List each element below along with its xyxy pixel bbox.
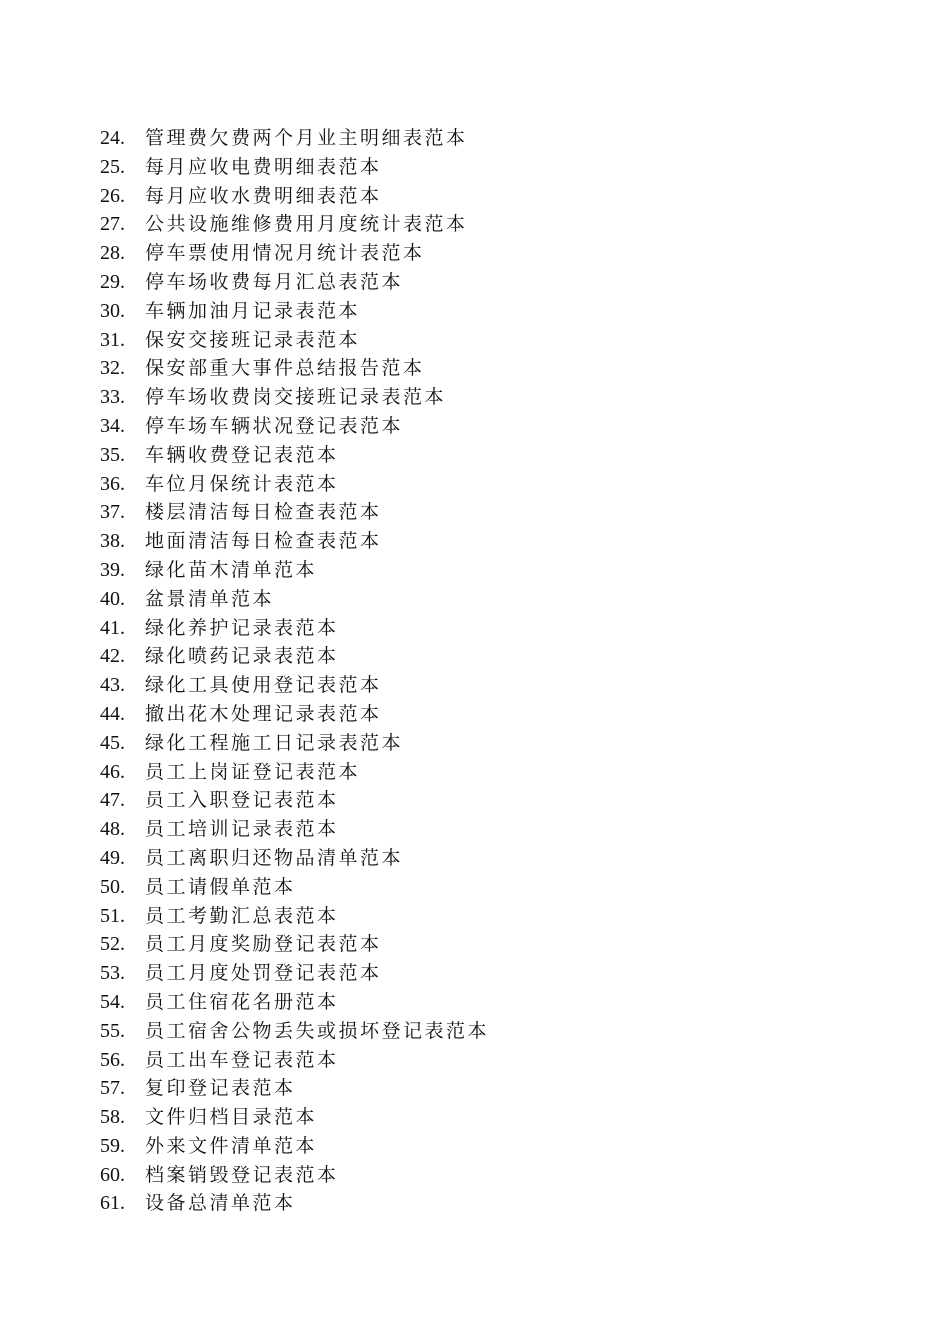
list-item-number: 48.	[100, 818, 125, 841]
list-item-title: 每月应收水费明细表范本	[145, 184, 382, 207]
list-item-title: 复印登记表范本	[145, 1077, 296, 1100]
list-item	[100, 326, 489, 355]
list-item-number: 58.	[100, 1106, 125, 1129]
list-item	[100, 1161, 489, 1190]
list-item-number: 43.	[100, 674, 125, 697]
list-item	[100, 153, 489, 182]
list-item-number: 27.	[100, 213, 125, 236]
list-item-number: 36.	[100, 472, 125, 495]
list-item-title: 员工上岗证登记表范本	[145, 760, 361, 783]
list-item-title: 楼层清洁每日检查表范本	[145, 501, 382, 524]
list-item	[100, 268, 489, 297]
list-item-title: 绿化工程施工日记录表范本	[145, 731, 404, 754]
list-item-title: 撤出花木处理记录表范本	[145, 702, 382, 725]
list-item-title: 车位月保统计表范本	[145, 472, 339, 495]
list-item-number: 37.	[100, 501, 125, 524]
list-item-number: 24.	[100, 127, 125, 149]
list-item-number: 32.	[100, 357, 125, 380]
list-item-title: 绿化苗木清单范本	[145, 558, 318, 581]
list-item-number: 41.	[100, 616, 125, 639]
list-item-number: 40.	[100, 587, 125, 610]
list-item-title: 地面清洁每日检查表范本	[145, 530, 382, 553]
list-item	[100, 1103, 489, 1132]
numbered-list	[100, 124, 489, 1218]
list-item	[100, 844, 489, 873]
list-item-title: 档案销毁登记表范本	[145, 1163, 339, 1186]
list-item	[100, 297, 489, 326]
list-item-title: 员工住宿花名册范本	[145, 990, 339, 1013]
list-item	[100, 902, 489, 931]
list-item	[100, 614, 489, 643]
list-item-number: 60.	[100, 1163, 125, 1186]
list-item-number: 49.	[100, 846, 125, 869]
list-item-title: 员工宿舍公物丢失或损坏登记表范本	[145, 1019, 490, 1042]
list-item-number: 25.	[100, 155, 125, 178]
list-item-number: 35.	[100, 443, 125, 466]
list-item	[100, 412, 489, 441]
list-item-number: 47.	[100, 789, 125, 812]
list-item-title: 停车场收费每月汇总表范本	[145, 270, 404, 293]
list-item-number: 54.	[100, 990, 125, 1013]
list-item-title: 设备总清单范本	[145, 1192, 296, 1215]
list-item-title: 盆景清单范本	[145, 587, 275, 610]
list-item-title: 管理费欠费两个月业主明细表范本	[145, 127, 468, 149]
list-item	[100, 758, 489, 787]
list-item-title: 公共设施维修费用月度统计表范本	[145, 213, 468, 236]
list-item	[100, 527, 489, 556]
list-item-number: 26.	[100, 184, 125, 207]
list-item-title: 员工离职归还物品清单范本	[145, 846, 404, 869]
list-item-number: 45.	[100, 731, 125, 754]
list-item-number: 57.	[100, 1077, 125, 1100]
list-item-number: 55.	[100, 1019, 125, 1042]
list-item-number: 30.	[100, 299, 125, 322]
list-item-number: 59.	[100, 1134, 125, 1157]
list-item	[100, 1046, 489, 1075]
list-item-title: 员工月度奖励登记表范本	[145, 933, 382, 956]
list-item-number: 50.	[100, 875, 125, 898]
list-item-number: 33.	[100, 386, 125, 409]
list-item	[100, 354, 489, 383]
list-item-number: 39.	[100, 558, 125, 581]
list-item	[100, 1017, 489, 1046]
list-item-title: 外来文件清单范本	[145, 1134, 318, 1157]
list-item	[100, 124, 489, 153]
list-item-title: 员工月度处罚登记表范本	[145, 962, 382, 985]
list-item-number: 28.	[100, 242, 125, 265]
list-item-number: 53.	[100, 962, 125, 985]
list-item-number: 56.	[100, 1048, 125, 1071]
list-item-title: 绿化工具使用登记表范本	[145, 674, 382, 697]
list-item-title: 停车场车辆状况登记表范本	[145, 414, 404, 437]
list-item	[100, 671, 489, 700]
list-item	[100, 1132, 489, 1161]
list-item	[100, 1189, 489, 1218]
list-item-number: 34.	[100, 414, 125, 437]
list-item	[100, 959, 489, 988]
list-item	[100, 182, 489, 211]
list-item-title: 每月应收电费明细表范本	[145, 155, 382, 178]
list-item-number: 46.	[100, 760, 125, 783]
list-item-title: 停车场收费岗交接班记录表范本	[145, 386, 447, 409]
list-item-title: 车辆收费登记表范本	[145, 443, 339, 466]
list-item	[100, 815, 489, 844]
list-item	[100, 729, 489, 758]
list-item	[100, 556, 489, 585]
list-item	[100, 383, 489, 412]
list-item	[100, 786, 489, 815]
list-item-title: 保安交接班记录表范本	[145, 328, 361, 351]
list-item-title: 员工请假单范本	[145, 875, 296, 898]
list-item	[100, 210, 489, 239]
list-item-title: 绿化养护记录表范本	[145, 616, 339, 639]
list-item-number: 42.	[100, 645, 125, 668]
list-item-title: 停车票使用情况月统计表范本	[145, 242, 425, 265]
list-item-number: 61.	[100, 1192, 125, 1215]
list-item-number: 31.	[100, 328, 125, 351]
list-item-number: 29.	[100, 270, 125, 293]
list-item	[100, 988, 489, 1017]
list-item	[100, 930, 489, 959]
list-item	[100, 498, 489, 527]
list-item-number: 51.	[100, 904, 125, 927]
list-item-title: 员工出车登记表范本	[145, 1048, 339, 1071]
list-item	[100, 642, 489, 671]
list-item	[100, 873, 489, 902]
list-item-number: 44.	[100, 702, 125, 725]
list-item-title: 员工考勤汇总表范本	[145, 904, 339, 927]
list-item-title: 绿化喷药记录表范本	[145, 645, 339, 668]
list-item	[100, 1074, 489, 1103]
list-item-title: 保安部重大事件总结报告范本	[145, 357, 425, 380]
list-item	[100, 441, 489, 470]
list-item-title: 员工入职登记表范本	[145, 789, 339, 812]
list-item-title: 文件归档目录范本	[145, 1106, 318, 1129]
list-item	[100, 585, 489, 614]
list-item-number: 38.	[100, 530, 125, 553]
list-item	[100, 470, 489, 499]
list-item-title: 员工培训记录表范本	[145, 818, 339, 841]
list-item	[100, 239, 489, 268]
list-item-number: 52.	[100, 933, 125, 956]
list-item	[100, 700, 489, 729]
list-item-title: 车辆加油月记录表范本	[145, 299, 361, 322]
